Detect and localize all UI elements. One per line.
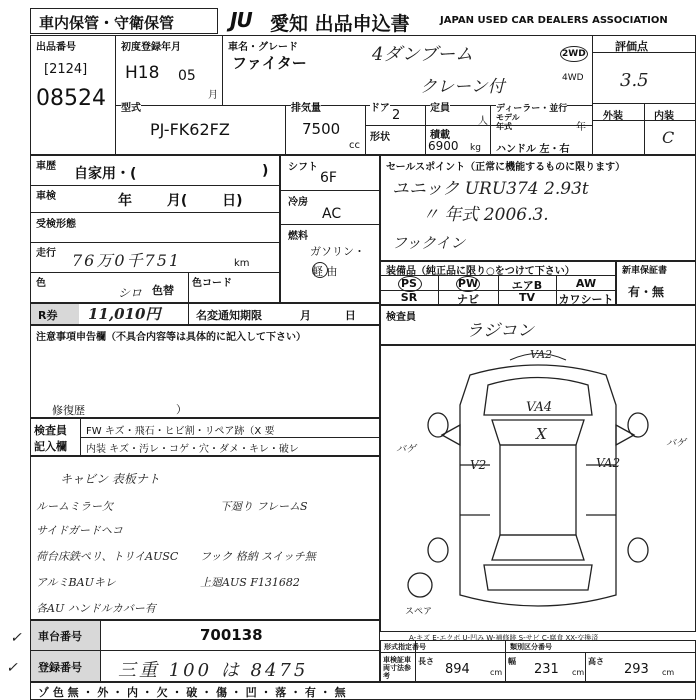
- model-label: 型式: [121, 99, 141, 114]
- recycle-label: R券: [38, 309, 58, 322]
- inspector-fill-label2: 記入欄: [34, 440, 67, 453]
- car-diagram: [380, 345, 696, 632]
- handle-label: ハンドル 左・右: [496, 144, 570, 155]
- height-unit: cm: [662, 668, 675, 677]
- mileage-unit: km: [234, 258, 250, 269]
- height-value: 293: [624, 662, 649, 677]
- inspector-note-label: 検査員: [386, 312, 416, 323]
- car-name-label: 車名・グレード: [228, 42, 298, 53]
- model-value: PJ-FK62FZ: [150, 120, 230, 139]
- warranty-label: 新車保証書: [622, 266, 668, 276]
- shift-value: 6F: [320, 170, 337, 186]
- weight-value: 6900: [428, 139, 459, 153]
- width-label: 幅: [508, 657, 516, 666]
- height-label: 高さ: [588, 657, 604, 666]
- spare-label: スペア: [405, 607, 433, 617]
- inspector-fill-fw: FW キズ・飛石・ヒビ割・リペア跡（X 要: [86, 426, 275, 437]
- equip-airbag: エアB: [511, 279, 543, 292]
- drive-4wd: 4WD: [562, 73, 584, 83]
- ju-logo: [230, 8, 252, 32]
- equipment-label: 装備品（純正品に限り○をつけて下さい）: [386, 266, 575, 277]
- width-value: 231: [534, 662, 559, 677]
- inspection-label: 車検: [36, 191, 56, 202]
- mileage-value: 76万0千751: [72, 251, 182, 270]
- cooler-label: 冷房: [288, 197, 308, 208]
- diagram-right-note: VA2: [596, 456, 621, 470]
- displacement-label: 排気量: [291, 99, 321, 114]
- diagram-left-side: バゲ: [396, 444, 416, 455]
- left-mirror: [442, 425, 460, 445]
- fuel-value: ガソリン・: [310, 245, 365, 258]
- receipt-label: 受検形態: [36, 219, 76, 230]
- registration-month-unit: 月: [208, 90, 218, 101]
- legend: A-キズ E-エクボ U-凹み W-補修跡 S-サビ C-腐食 XX-交換済: [409, 634, 599, 642]
- doors-value: 2: [392, 108, 401, 123]
- shift-label: シフト: [288, 162, 318, 173]
- diagram-right-side: バゲ: [666, 438, 686, 449]
- interior-label: 内装: [654, 111, 674, 122]
- sales-point-line3: フックイン: [392, 234, 466, 252]
- history-value: 自家用・(: [74, 166, 137, 182]
- inspector-note-value: ラジコン: [466, 321, 534, 341]
- trunk: [484, 565, 592, 590]
- note-6: 各AU ハンドルカバー有: [36, 602, 156, 615]
- notice-deadline-label: 名変通知期限: [196, 309, 262, 322]
- note-right-2: フック 格納 スイッチ無: [200, 550, 316, 563]
- note-2: ルームミラー欠: [36, 500, 113, 513]
- inspector-fill-label1: 検査員: [34, 424, 67, 437]
- repair-label: 修復歴: [52, 404, 85, 417]
- shape-code-label: 形式指定番号: [384, 643, 426, 651]
- registration-month: 05: [178, 68, 196, 84]
- displacement-unit: cc: [349, 140, 360, 151]
- evaluation-score: 3.5: [620, 70, 649, 91]
- displacement-value: 7500: [302, 120, 341, 138]
- diagram-left-note: V2: [470, 458, 487, 472]
- doors-label: ドア: [370, 99, 390, 114]
- sales-point-line2: 〃 年式 2006.3.: [422, 205, 549, 225]
- lot-code: [2124]: [44, 62, 88, 77]
- registration-label: 初度登録年月: [121, 42, 181, 53]
- fuel-circle-icon: [312, 262, 328, 278]
- rear-right-wheel: [628, 538, 648, 562]
- right-mirror: [616, 425, 634, 445]
- dimensions-ref-label: 車検証車両寸法参考: [383, 656, 411, 680]
- margin-check-1: ✓: [10, 630, 22, 646]
- interior-grade: C: [662, 128, 675, 147]
- equip-ps: PS: [401, 277, 417, 290]
- color-value: シロ: [118, 286, 143, 300]
- plate-value: 三重 100 は 8475: [118, 660, 309, 681]
- pw-circle-icon: [456, 276, 480, 292]
- notice-label: 注意事項申告欄（不具合内容等は具体的に記入して下さい）: [36, 332, 306, 343]
- evaluation-label: 評価点: [615, 40, 648, 53]
- form-subtitle: JAPAN USED CAR DEALERS ASSOCIATION: [440, 15, 668, 26]
- cooler-value: AC: [322, 206, 342, 222]
- model-year-label: モデル年式: [496, 113, 520, 131]
- note-5: アルミBAUキレ: [36, 576, 116, 589]
- drive-2wd: 2WD: [560, 46, 588, 62]
- length-value: 894: [445, 662, 470, 677]
- front-right-wheel: [628, 413, 648, 437]
- front-left-wheel: [428, 413, 448, 437]
- color-hue-label: 色替: [152, 284, 174, 297]
- sales-point-label: セールスポイント（正常に機能するものに限ります）: [386, 162, 626, 173]
- inspector-fill-interior: 内装 キズ・汚レ・コゲ・穴・ダメ・キレ・破レ: [86, 444, 299, 455]
- note-3: サイドガードヘコ: [36, 524, 123, 537]
- warranty-value: 有・無: [628, 285, 665, 299]
- car-grade-line2: クレーン付: [420, 77, 505, 97]
- form-title: 愛知 出品申込書: [270, 13, 410, 35]
- inspector-note-block: [380, 305, 696, 345]
- diagram-top-note: VA2: [530, 348, 553, 361]
- ps-circle-icon: [398, 276, 422, 292]
- equip-pw: PW: [457, 277, 479, 290]
- notice-deadline-value: 月 日: [300, 309, 356, 322]
- capacity-label: 定員: [430, 99, 450, 114]
- recycle-value: 11,010円: [88, 305, 161, 323]
- equip-navi: ナビ: [457, 293, 479, 306]
- note-right-1: 下廻り フレームS: [220, 500, 308, 513]
- equip-tv: TV: [518, 291, 536, 304]
- length-unit: cm: [490, 668, 503, 677]
- history-label: 車歴: [36, 161, 56, 172]
- note-right-3: 上廻AUS F131682: [200, 576, 300, 589]
- car-grade-line1: 4ダンブーム: [372, 44, 474, 65]
- chassis-label: 車台番号: [38, 630, 82, 643]
- car-name: ファイター: [232, 54, 307, 72]
- lot-label: 出品番号: [36, 42, 76, 53]
- shape-label: 形状: [370, 132, 390, 143]
- color-label: 色: [36, 278, 46, 289]
- fuel-label: 燃料: [288, 231, 308, 242]
- note-1: キャビン 表板ナト: [60, 472, 160, 486]
- equip-aw: AW: [575, 277, 597, 290]
- storage-label: 車内保管・守衛保管: [39, 14, 175, 32]
- roof: [500, 445, 576, 535]
- equip-leather-seat: カワシート: [558, 293, 614, 306]
- fuel-sub: 軽 由: [312, 265, 338, 278]
- width-unit: cm: [572, 668, 585, 677]
- model-year-unit: 年: [576, 122, 586, 133]
- ju-logo-text: JU: [230, 8, 252, 32]
- note-4: 荷台床鉄ペリ、トリイAUSC: [36, 550, 179, 563]
- weight-label: 積載: [430, 130, 450, 141]
- right-door-line: [586, 465, 616, 515]
- inspection-value: 年 月( 日): [118, 193, 243, 209]
- storage-label-box: [30, 8, 218, 34]
- capacity-unit: 人: [478, 116, 488, 127]
- left-door-line: [460, 465, 490, 515]
- footer-text: ゾ 色 無 ・ 外 ・ 内 ・ 欠 ・ 破 ・ 傷 ・ 凹 ・ 落 ・ 有 ・ 無: [38, 686, 346, 699]
- mileage-label: 走行: [36, 248, 56, 259]
- color-code-label: 色コード: [192, 278, 232, 289]
- top-block: [30, 35, 696, 155]
- dealer-label: ディーラー・並行: [496, 101, 567, 114]
- history-close-paren: ): [262, 163, 269, 179]
- diagram-center-note: VA4: [526, 400, 553, 415]
- chassis-value: 700138: [200, 626, 263, 644]
- weight-unit: kg: [470, 143, 481, 153]
- length-label: 長さ: [418, 657, 434, 666]
- class-code-label: 類別区分番号: [510, 643, 552, 651]
- rear-window: [492, 535, 584, 560]
- exterior-label: 外装: [603, 111, 623, 122]
- spare-tire: [408, 573, 432, 597]
- plate-label: 登録番号: [38, 661, 82, 674]
- equip-sr: SR: [400, 291, 418, 304]
- rear-left-wheel: [428, 538, 448, 562]
- registration-era: H18: [125, 63, 160, 83]
- lot-number: 08524: [36, 86, 106, 111]
- repair-paren: ）: [176, 403, 187, 416]
- diagram-center-mark: X: [536, 425, 547, 443]
- margin-check-2: ✓: [6, 660, 18, 676]
- sales-point-line1: ユニック URU374 2.93t: [392, 179, 589, 199]
